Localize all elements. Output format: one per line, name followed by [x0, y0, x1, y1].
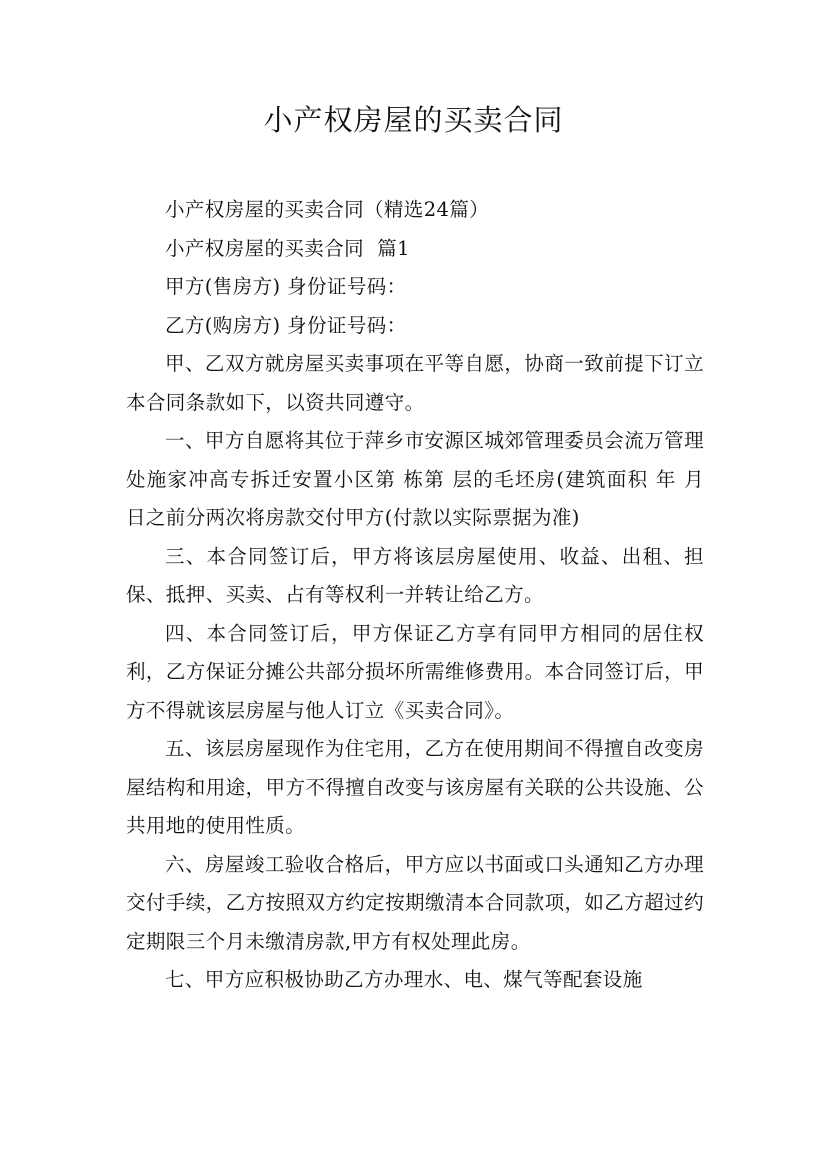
document-body: [126, 191, 711, 1000]
clause-3-paragraph: 三、本合同签订后，甲方将该层房屋使用、收益、出租、担保、抵押、买卖、占有等权利一并转让给乙方。: [126, 544, 704, 606]
party-b-line: 乙方(购房方) 身份证号码：: [165, 313, 407, 337]
clause-4-paragraph: 四、本合同签订后，甲方保证乙方享有同甲方相同的居住权利，乙方保证分摊公共部分损坏所需维修费用。本合同签订后，甲方不得就该层房屋与他人订立《买卖合同》。: [126, 621, 704, 722]
clause-5-paragraph: 五、该层房屋现作为住宅用，乙方在使用期间不得擅自改变房屋结构和用途，甲方不得擅自改变与该房屋有关联的公共设施、公共用地的使用性质。: [126, 737, 704, 837]
clause-6-paragraph: 六、房屋竣工验收合格后，甲方应以书面或口头通知乙方办理交付手续，乙方按照双方约定按期缴清本合同款项，如乙方超过约定期限三个月未缴清房款,甲方有权处理此房。: [126, 852, 704, 953]
clause-7-paragraph: 七、甲方应积极协助乙方办理水、电、煤气等配套设施: [165, 968, 643, 991]
subtitle-paragraph: 小产权房屋的买卖合同（精选24篇）: [165, 198, 490, 221]
document-title: 小产权房屋的买卖合同: [263, 103, 564, 137]
clause-1-paragraph: 一、甲方自愿将其位于萍乡市安源区城郊管理委员会流万管理处施家冲高专拆迁安置小区第 栋第 层的毛坯房(建筑面积 年 月 日之前分两次将房款交付甲方(付款以实际票据为准): [126, 429, 711, 529]
preamble-paragraph: 甲、乙双方就房屋买卖事项在平等自愿，协商一致前提下订立本合同条款如下，以资共同遵守。: [126, 352, 704, 414]
party-a-line: 甲方(售房方) 身份证号码：: [165, 275, 407, 298]
section-heading: 小产权房屋的买卖合同 篇1: [165, 236, 410, 260]
